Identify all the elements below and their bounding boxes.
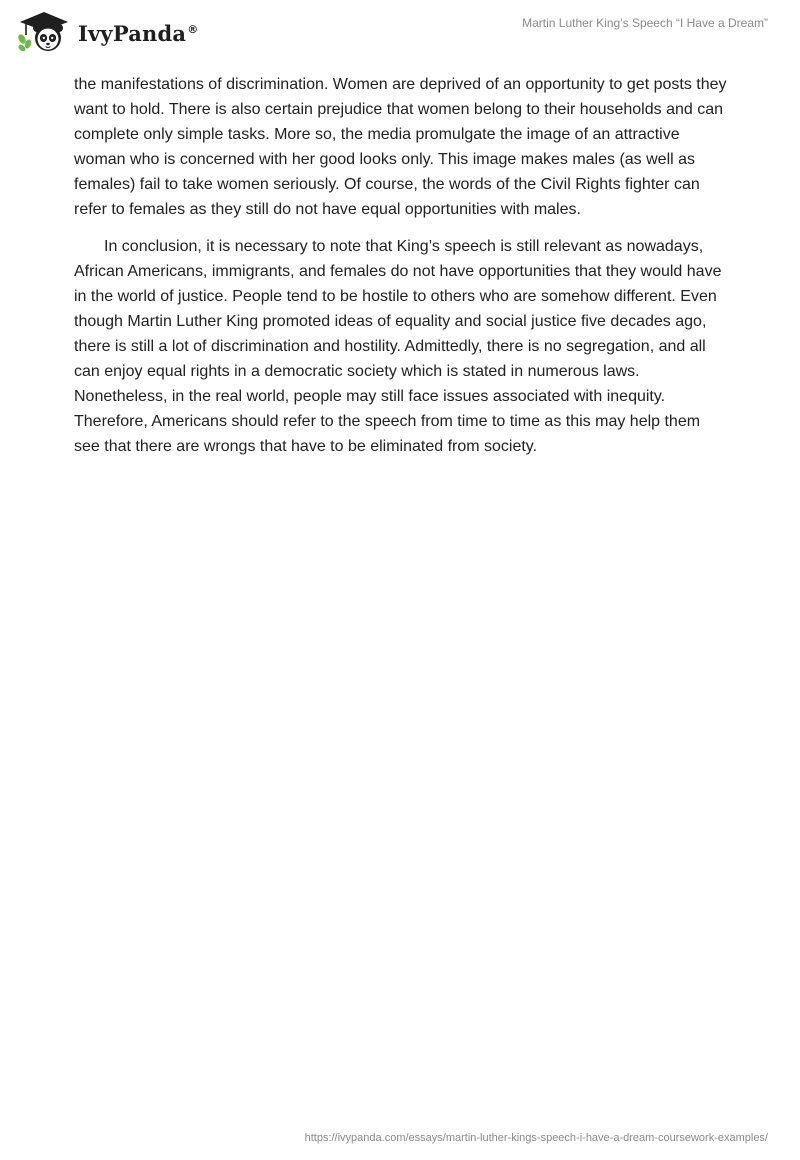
- ivypanda-logo[interactable]: [14, 8, 198, 54]
- document-title: Martin Luther King’s Speech “I Have a Dream”: [522, 16, 768, 30]
- panda-graduate-icon: [14, 8, 76, 54]
- page-header: [0, 0, 800, 64]
- paragraph: In conclusion, it is necessary to note that King’s speech is still relevant as nowadays, African Americans, immigrants, and females do not have opportunities that they would have in the world of justice. People tend to be hostile to others who are somehow different. Even though Martin Luther King promoted ideas of equality and social justice five decades ago, there is still a lot of discrimination and hostility. Admittedly, there is no segregation, and all can enjoy equal rights in a democratic society which is stated in numerous laws. Nonetheless, in the real world, people may still face issues associated with inequity. Therefore, Americans should refer to the speech from time to time as this may help them see that there are wrongs that have to be eliminated from society.: [74, 238, 722, 455]
- essay-body: [74, 72, 730, 471]
- source-url[interactable]: https://ivypanda.com/essays/martin-luther-kings-speech-i-have-a-dream-coursework-examples/: [304, 1132, 768, 1144]
- brand-name: IvyPanda®: [78, 20, 199, 46]
- paragraph: the manifestations of discrimination. Women are deprived of an opportunity to get posts they want to hold. There is also certain prejudice that women belong to their households and can complete only simple tasks. More so, the media promulgate the image of an attractive woman who is concerned with her good looks only. This image makes males (as well as females) fail to take women seriously. Of course, the words of the Civil Rights fighter can refer to females as they still do not have equal opportunities with males.: [74, 76, 727, 218]
- registered-mark: ®: [187, 22, 199, 36]
